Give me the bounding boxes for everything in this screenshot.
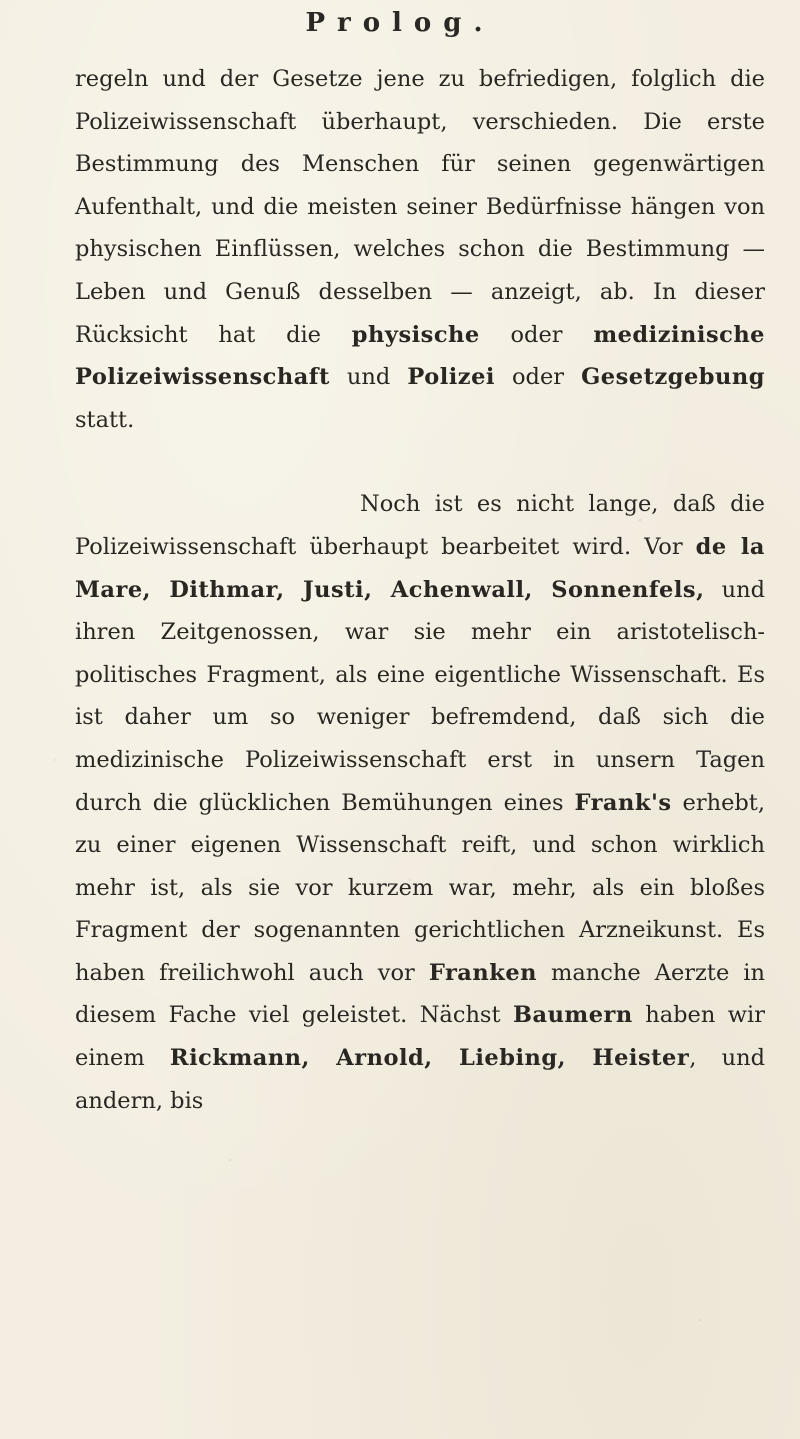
paragraph-1-text-e: statt. [75, 406, 135, 433]
emphasis-physische: physische [351, 321, 480, 348]
emphasis-baumern: Baumern [512, 1002, 633, 1029]
paragraph-1-text-d: oder [494, 364, 582, 391]
emphasis-polizei: Polizei [407, 364, 495, 391]
paragraph-2-text-f: , und andern, bis [75, 1045, 765, 1114]
body-text [75, 58, 765, 1122]
emphasis-gesetzgebung: Gesetzgebung [581, 364, 765, 391]
running-title: Prolog. [305, 8, 495, 38]
paragraph-1 [75, 58, 765, 441]
paragraph-2-text-b: und ihren Zeitgenossen, war sie mehr ein aristotelisch-politisches Fragment, als eine eigentliche Wissenschaft. Es ist daher um so weniger befremdend, daß sich die medizinische Polizeiwissenschaft erst in unsern Tagen durch die glücklichen Bemühungen eines [75, 576, 765, 816]
paragraph-2-text-a: Noch ist es nicht lange, daß die Polizeiwissenschaft überhaupt bearbeitet wird. Vor [75, 491, 765, 560]
emphasis-franken: Franken [428, 959, 537, 986]
paragraph-1-text-b: oder [479, 321, 594, 348]
paragraph-1-text-c: und [329, 364, 408, 391]
paragraph-2-text-c: erhebt, zu einer eigenen Wissenschaft reift, und schon wirklich mehr ist, als sie vor kurzem war, mehr, als ein bloßes Fragment der sogenannten gerichtlichen Arzneikunst. Es haben freilichwohl auch vor [75, 789, 765, 986]
emphasis-authors-list-1: de la Mare, Dithmar, Justi, Achenwall, Sonnenfels, [75, 533, 765, 603]
paragraph-2 [75, 483, 765, 1122]
paragraph-1-text-a: regeln und der Gesetze jene zu befriedigen, folglich die Polizeiwissenschaft überhaupt, verschieden. Die erste Bestimmung des Menschen für seinen gegenwärtigen Aufenthalt, und die meisten seiner Bedürfnisse hängen von physischen Einflüssen, welches schon die Bestimmung — Leben und Genuß desselben — anzeigt, ab. In dieser Rücksicht hat die [75, 66, 765, 348]
emphasis-medizinische-polizeiwissenschaft: medizinische Polizeiwissenschaft [75, 321, 765, 391]
emphasis-franks: Frank's [574, 789, 672, 816]
paragraph-2-text-e: haben wir einem [75, 1002, 765, 1072]
emphasis-authors-list-2: Rickmann, Arnold, Liebing, Heister [169, 1045, 690, 1072]
paragraph-2-text-d: manche Aerzte in diesem Fache viel geleistet. Nächst [75, 959, 765, 1029]
